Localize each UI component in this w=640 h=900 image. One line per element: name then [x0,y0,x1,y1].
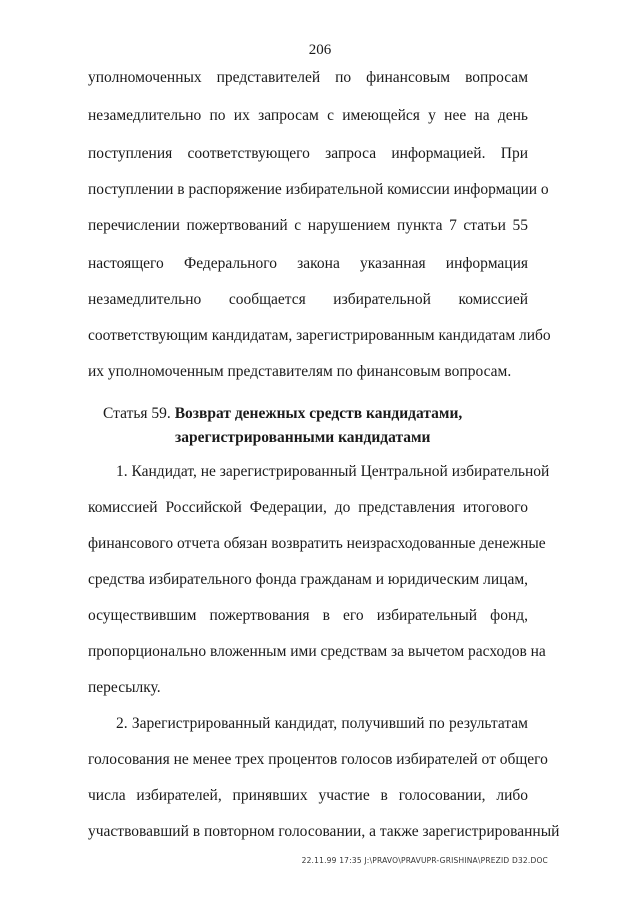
text-line: осуществившим пожертвования в его избирательный фонд, [88,607,528,624]
text-line: голосования не менее трех процентов голосов избирателей от общего [88,751,548,768]
page-number: 206 [308,42,332,58]
text-line: незамедлительно по их запросам с имеющейся у нее на день [88,107,528,124]
text-line: 2. Зарегистрированный кандидат, получивший по результатам [116,715,528,732]
text-line: настоящего Федерального закона указанная информация [88,255,528,272]
text-line: комиссией Российской Федерации, до представления итогового [88,499,528,516]
text-line: соответствующим кандидатам, зарегистрированным кандидатам либо [88,327,551,344]
text-line: 1. Кандидат, не зарегистрированный Центральной избирательной [116,463,550,480]
text-line: числа избирателей, принявших участие в голосовании, либо [88,787,528,804]
text-line: перечислении пожертвований с нарушением пункта 7 статьи 55 [88,217,528,234]
text-line: незамедлительно сообщается избирательной комиссией [88,291,528,308]
text-line: финансового отчета обязан возвратить неизрасходованные денежные [88,535,546,552]
article-title-continuation: зарегистрированными кандидатами [175,429,431,446]
text-line: средства избирательного фонда гражданам и юридическим лицам, [88,571,529,588]
text-line: пересылку. [88,679,161,696]
text-line: поступления соответствующего запроса информацией. При [88,145,528,162]
article-title: Возврат денежных средств кандидатами, [174,405,463,422]
text-line: уполномоченных представителей по финансовым вопросам [88,69,528,86]
text-line: поступлении в распоряжение избирательной комиссии информации о [88,181,549,198]
document-footer-path: 22.11.99 17:35 J:\PRAVO\PRAVUPR-GRISHINA\PREZID D32.DOC [301,856,548,865]
text-line: пропорционально вложенным ими средствам за вычетом расходов на [88,643,546,660]
article-number: Статья 59. [103,405,171,422]
text-line: участвовавший в повторном голосовании, а также зарегистрированный [88,823,560,840]
text-line: их уполномоченным представителям по финансовым вопросам. [88,363,512,380]
